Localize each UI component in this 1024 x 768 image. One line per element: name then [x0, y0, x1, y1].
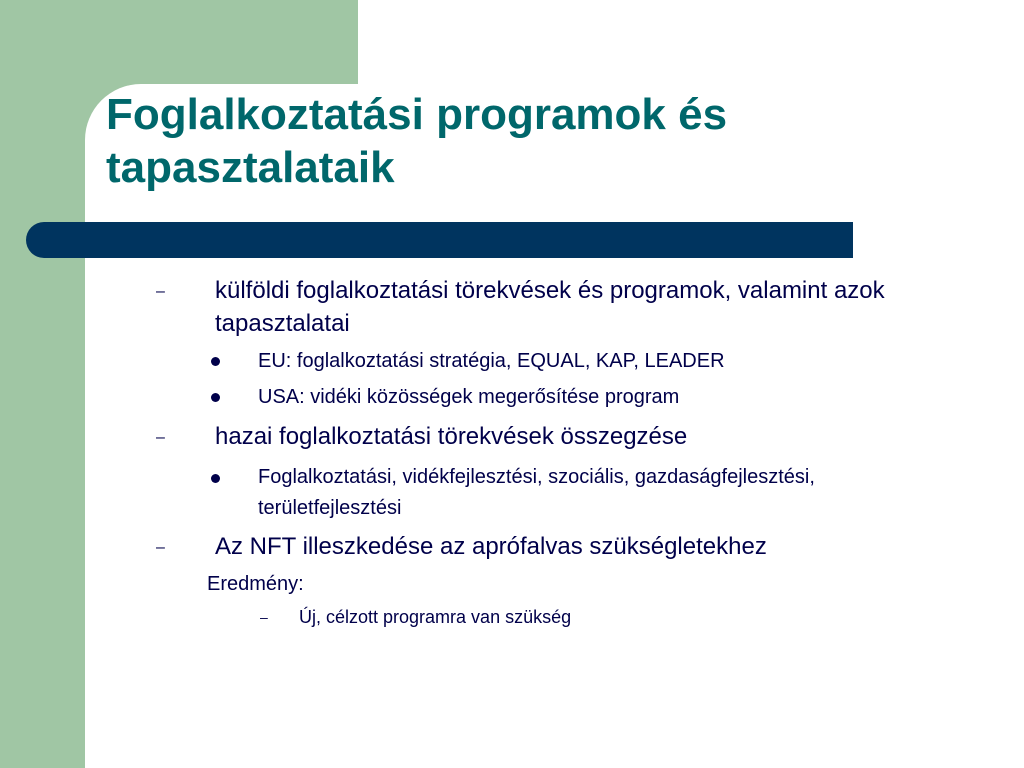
bullet-dot: [211, 357, 220, 366]
outline-item-nft-fit: Az NFT illeszkedése az aprófalvas szükségletekhez: [215, 533, 767, 560]
outline-subitem-eu: EU: foglalkoztatási stratégia, EQUAL, KAP, LEADER: [258, 350, 725, 372]
result-label: Eredmény:: [207, 573, 304, 595]
outline-subitem-usa: USA: vidéki közösségek megerősítése program: [258, 386, 680, 408]
outline-item-domestic-summary: hazai foglalkoztatási törekvések összegzése: [215, 423, 688, 450]
bullet-dot: [211, 393, 220, 402]
dash-marker: –: [156, 429, 165, 446]
bullet-dot: [211, 474, 220, 483]
dash-marker: –: [156, 539, 165, 556]
slide-title: Foglalkoztatási programok és tapasztalataik: [106, 90, 728, 192]
outline-subitem-development-areas: Foglalkoztatási, vidékfejlesztési, szociális, gazdaságfejlesztési, területfejlesztési: [258, 466, 815, 519]
result-item: Új, célzott programra van szükség: [299, 607, 572, 627]
dash-marker: –: [260, 609, 268, 625]
outline-item-foreign-programs: külföldi foglalkoztatási törekvések és programok, valamint azok tapasztalatai: [215, 277, 885, 337]
dash-marker: –: [156, 283, 165, 300]
